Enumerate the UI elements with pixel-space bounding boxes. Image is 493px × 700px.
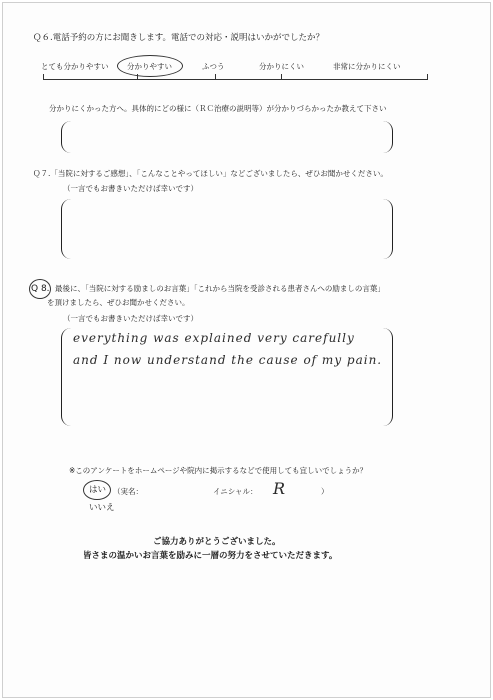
q8-hint: （一言でもお書きいただけば幸いです） xyxy=(63,314,198,323)
scale-option-normal[interactable]: ふつう xyxy=(202,62,225,71)
scale-option-easy[interactable]: 分かりやすい xyxy=(127,62,172,71)
consent-no-option[interactable]: いいえ xyxy=(89,503,115,513)
q6-followup: 分かりにくかった方へ。具体的にどの様に（ＲＣ治療の説明等）が分かりづらかったか教えて下さい xyxy=(49,104,387,113)
consent-yes-option[interactable]: はい xyxy=(89,485,107,495)
q7-hint: （一言でもお書きいただけば幸いです） xyxy=(63,184,198,193)
q8-handwritten-answer-line2: and I now understand the cause of my pain. xyxy=(73,353,383,367)
scale-option-very-hard[interactable]: 非常に分かりにくい xyxy=(333,62,401,71)
initial-close-paren: ） xyxy=(321,487,329,496)
scale-tick xyxy=(281,74,282,80)
scale-option-hard[interactable]: 分かりにくい xyxy=(259,62,304,71)
q7-question: Ｑ７.「当院に対するご感想」、「こんなことやってほしい」などございましたら、ぜひお聞かせください。 xyxy=(33,169,388,178)
scale-tick xyxy=(137,74,138,80)
q8-question-line1: 最後に、「当院に対する励ましのお言葉」「これから当院を受診される患者さんへの励ましの言葉」 xyxy=(55,284,385,293)
q8-number-circle xyxy=(29,279,51,299)
closing-thanks: ご協力ありがとうございました。 xyxy=(153,537,281,547)
scale-option-very-easy[interactable]: とても分かりやすい xyxy=(41,62,109,71)
scale-tick xyxy=(43,74,44,80)
closing-message: 皆さまの温かいお言葉を励みに一層の努力をさせていただきます。 xyxy=(83,551,338,561)
scale-tick xyxy=(215,74,216,80)
selected-answer-circle xyxy=(117,55,183,77)
q8-question-line2: を頂けましたら、ぜひお聞かせください。 xyxy=(47,298,190,307)
survey-page xyxy=(2,2,491,698)
q7-answer-box[interactable] xyxy=(61,199,393,259)
rating-scale-line xyxy=(43,79,427,80)
consent-yes-circle xyxy=(83,480,111,500)
scale-tick xyxy=(427,74,428,80)
consent-question: ※このアンケートをホームページや院内に掲示するなどで使用しても宜しいでしょうか？ xyxy=(69,466,368,475)
q8-handwritten-answer-line1: everything was explained very carefully xyxy=(73,331,355,345)
q6-answer-box[interactable] xyxy=(61,121,393,153)
realname-label: （実名： xyxy=(113,487,143,496)
initial-label: イニシャル： xyxy=(213,487,258,496)
q8-number: Q 8. xyxy=(31,284,50,294)
initial-handwritten-value: R xyxy=(273,479,287,498)
q6-question: Ｑ６.電話予約の方にお聞きします。電話での対応・説明はいかがでしたか？ xyxy=(33,33,325,43)
